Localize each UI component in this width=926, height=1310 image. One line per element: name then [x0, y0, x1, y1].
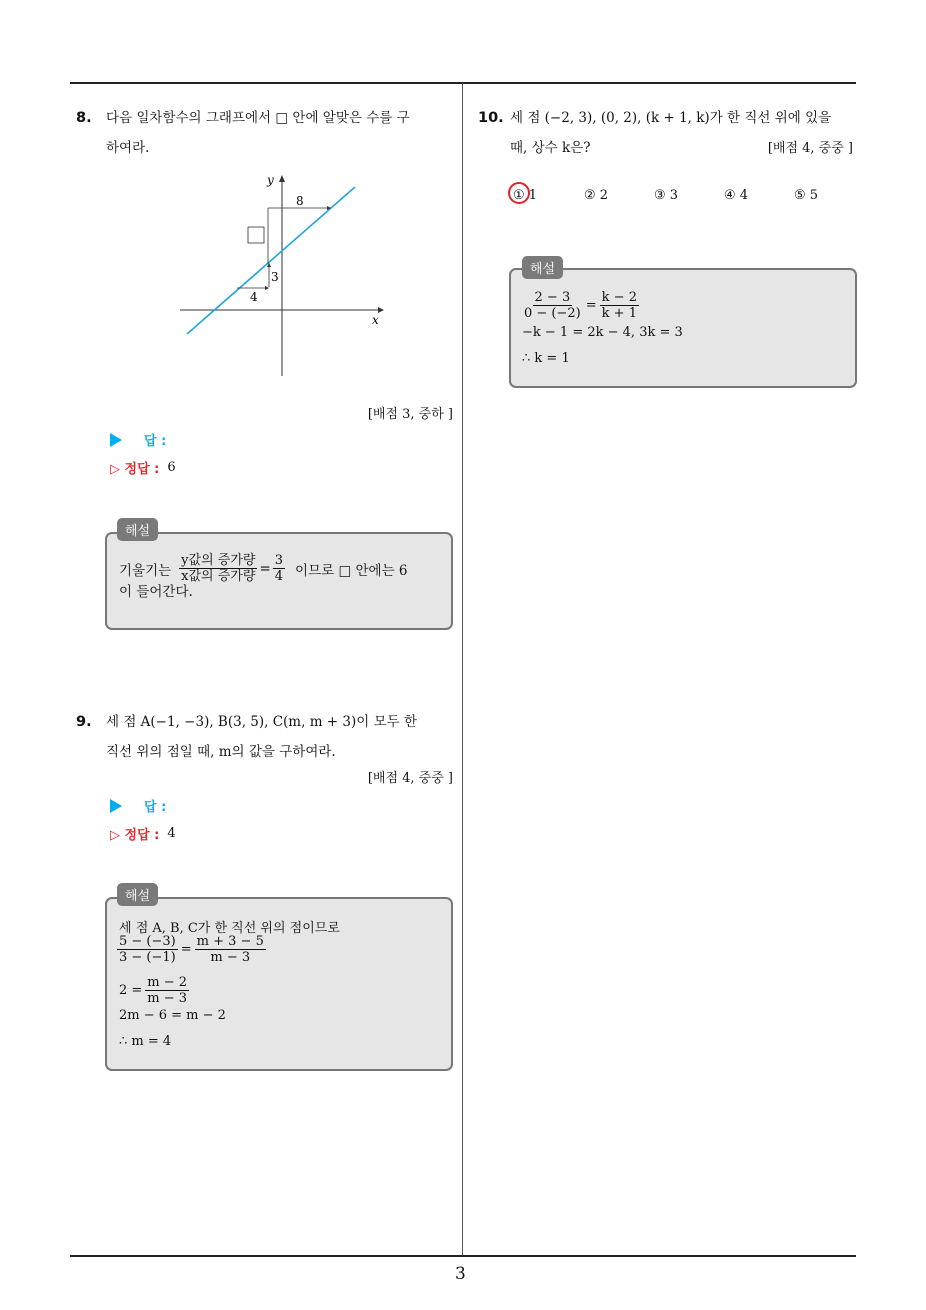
y-axis-arrow: [279, 175, 285, 182]
q8-correct-value: 6: [167, 460, 176, 475]
q9-ex-line2: $\frac{5 - (-3)}{3 - (-1)}$ = $\frac{m + 3 - 5}{m - 3}$: [119, 934, 264, 965]
q9-ex-line3-pre: 2 =: [119, 983, 143, 998]
x-axis-arrow: [378, 307, 384, 313]
q9-ex-f1-den: 3 − (−1): [119, 950, 176, 965]
q8-explain-content: [119, 553, 449, 600]
q8-score: [배점 3, 중하 ]: [367, 407, 453, 422]
rise-3-label: 3: [271, 270, 279, 284]
bottom-rule: [70, 1255, 856, 1257]
q10-ex-line1: $\frac{2 - 3}{0 - (-2)}$ = $\frac{k - 2}{k + 1}$: [524, 290, 637, 321]
q8-frac1-den: x값의 증가량: [181, 569, 256, 584]
play-icon: [110, 433, 122, 447]
selected-mark-circle: [508, 182, 530, 204]
q9-answer-row[interactable]: [110, 796, 166, 815]
q9-correct-label: ▷ 정답 :: [110, 828, 160, 843]
q9-explain-tag: 해설: [117, 883, 158, 906]
function-line: [187, 187, 355, 334]
q8-explain-tag: 해설: [117, 518, 158, 541]
q9-text: [106, 707, 456, 767]
q8-text-line2: 하여라.: [106, 140, 150, 156]
q8-correct-label: ▷ 정답 :: [110, 462, 160, 477]
q10-text-line1: 세 점 (−2, 3), (0, 2), (k + 1, k)가 한 직선 위에 있을: [510, 110, 832, 126]
q9-text-line1: 세 점 A(−1, −3), B(3, 5), C(m, m + 3)이 모두 한: [106, 714, 417, 730]
q10-choice-5[interactable]: ⑤ 5: [794, 188, 819, 203]
play-icon: [110, 799, 122, 813]
y-axis-label: y: [267, 173, 274, 187]
q9-number: 9.: [76, 714, 92, 730]
q8-explain-line2: 이 들어간다.: [119, 584, 193, 600]
q8-explain-post: 이므로 □ 안에는 6: [295, 562, 408, 579]
q9-ex-line5: ∴ m = 4: [119, 1034, 172, 1049]
q9-ex-line1: 세 점 A, B, C가 한 직선 위의 점이므로: [119, 921, 340, 936]
q10-ex-f2-den: k + 1: [601, 306, 637, 321]
q8-explain-pre: 기울기는: [119, 562, 172, 579]
q10-text-line2: 때, 상수 k은?: [510, 140, 591, 156]
q10-ex-f2-num: k − 2: [601, 290, 637, 305]
q9-score: [배점 4, 중중 ]: [367, 771, 453, 786]
top-rule: [70, 82, 856, 84]
q10-choice-4[interactable]: ④ 4: [724, 188, 749, 203]
q9-ex-f3-den: m − 3: [147, 991, 188, 1006]
q8-answer-row[interactable]: [110, 430, 166, 449]
q10-choice-2[interactable]: ② 2: [584, 188, 609, 203]
q8-eq: =: [259, 560, 271, 577]
q8-correct-row: [110, 458, 176, 477]
q10-explain-tag: 해설: [522, 256, 563, 279]
q8-graph: [175, 168, 390, 383]
q8-number: 8.: [76, 110, 92, 126]
q10-ex-f1-den: 0 − (−2): [524, 306, 581, 321]
q10-ex-line2: −k − 1 = 2k − 4, 3k = 3: [522, 325, 683, 340]
blank-box: [248, 227, 264, 243]
q9-ex-line3: [119, 975, 189, 1006]
column-divider: [462, 83, 463, 1256]
q8-text: [106, 103, 456, 163]
q9-ex-f1-num: 5 − (−3): [119, 934, 176, 949]
q8-answer-label: 답 :: [144, 434, 167, 449]
q9-correct-row: [110, 824, 176, 843]
run-4-label: 4: [250, 290, 258, 304]
q10-number: 10.: [478, 110, 504, 126]
q8-frac2-den: 4: [274, 569, 284, 584]
q9-ex-f3-num: m − 2: [147, 975, 188, 990]
q8-frac1-num: y값의 증가량: [181, 553, 256, 568]
run-8-label: 8: [296, 194, 304, 208]
q10-score: [배점 4, 중중 ]: [767, 141, 853, 156]
q9-ex-f2-den: m − 3: [210, 950, 251, 965]
q8-frac2-num: 3: [274, 553, 284, 568]
q10-choice-1[interactable]: ① 1: [513, 188, 538, 203]
q9-answer-label: 답 :: [144, 800, 167, 815]
x-axis-label: x: [372, 313, 379, 327]
q9-text-line2: 직선 위의 점일 때, m의 값을 구하여라.: [106, 744, 336, 760]
q10-ex-line3: ∴ k = 1: [522, 351, 570, 366]
page-number: 3: [455, 1264, 466, 1284]
q10-choice-3[interactable]: ③ 3: [654, 188, 679, 203]
q8-text-line1: 다음 일차함수의 그래프에서 □ 안에 알맞은 수를 구: [106, 110, 410, 126]
q9-correct-value: 4: [167, 826, 176, 841]
q10-ex-f1-num: 2 − 3: [534, 290, 571, 305]
q9-ex-f2-num: m + 3 − 5: [196, 934, 264, 949]
q9-ex-line4: 2m − 6 = m − 2: [119, 1008, 226, 1023]
